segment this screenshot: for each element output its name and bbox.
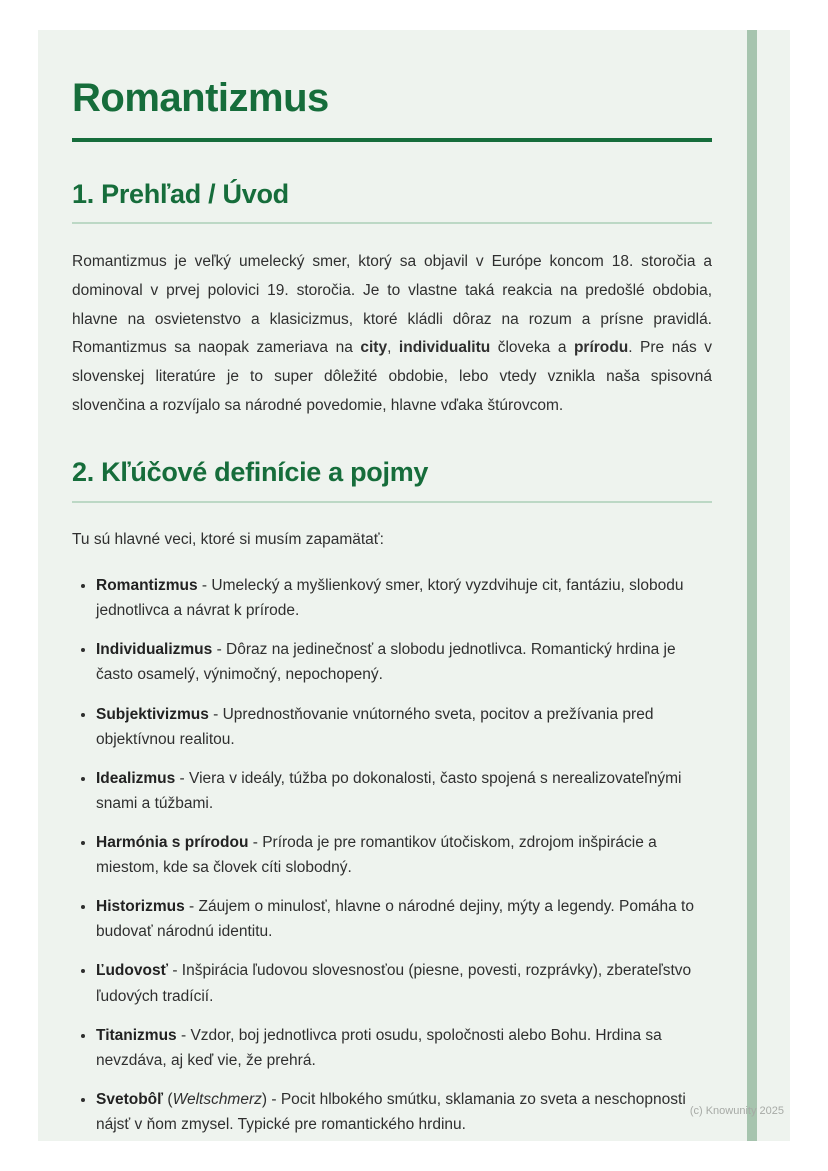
term-description: ) - Pocit hlbokého smútku, sklamania zo sveta a neschopnosti nájsť v ňom zmysel. Typické pre romantického hrdinu. [96, 1090, 686, 1134]
term-label: Historizmus [96, 898, 185, 916]
term-description: - Viera v ideály, túžba po dokonalosti, často spojená s nerealizovateľnými snami a túžbami. [96, 769, 682, 812]
list-item-historizmus [96, 894, 712, 944]
list-item-individualizmus [96, 637, 712, 687]
term-description: - Dôraz na jedinečnosť a slobodu jednotlivca. Romantický hrdina je často osamelý, výnimočný, nepochopený. [96, 641, 676, 684]
term-description: - Inšpirácia ľudovou slovesnosťou (piesne, povesti, rozprávky), zberateľstvo ľudových tradícií. [96, 962, 692, 1005]
intro-text: človeka a [490, 339, 574, 357]
term-label: Svetobôľ [96, 1090, 164, 1108]
list-item-ludovost [96, 958, 712, 1008]
term-label: Ľudovosť [96, 962, 169, 980]
intro-text: Romantizmus je veľký umelecký smer, ktorý sa objavil v Európe koncom 18. storočia a dominoval v prvej polovici 19. storočia. Je to vlastne taká reakcia na predošlé obdobia, hlavne na osvietenstvo a klasicizmus, ktoré kládli dôraz na rozum a prísne pravidlá. Romantizmus sa naopak zameriava na [72, 253, 712, 357]
term-description: - Záujem o minulosť, hlavne o národné dejiny, mýty a legendy. Pomáha to budovať národnú identitu. [96, 898, 694, 941]
section-1-divider [72, 222, 712, 224]
term-label: Harmónia s prírodou [96, 834, 249, 852]
intro-bold-priroda: prírodu [573, 339, 629, 357]
term-description: - Vzdor, boj jednotlivca proti osudu, spoločnosti alebo Bohu. Hrdina sa nevzdáva, aj keď vie, že prehrá. [96, 1026, 662, 1069]
term-description: - Príroda je pre romantikov útočiskom, zdrojom inšpirácie a miestom, kde sa človek cíti slobodný. [96, 834, 657, 877]
section-1-heading: 1. Prehľad / Úvod [72, 179, 289, 209]
title-divider [72, 138, 712, 142]
term-description: - Uprednostňovanie vnútorného sveta, pocitov a prežívania pred objektívnou realitou. [96, 705, 654, 748]
lead-paragraph: Tu sú hlavné veci, ktoré si musím zapamätať: [72, 530, 384, 548]
term-label: Subjektivizmus [96, 705, 209, 723]
list-item-svetobol [96, 1087, 712, 1137]
intro-text: , [387, 339, 399, 357]
intro-text: . Pre nás v slovenskej literatúre je to super dôležité obdobie, lebo vtedy vznikla naša spisovná slovenčina a rozvíjalo sa národné povedomie, hlavne vďaka štúrovcom. [72, 339, 712, 414]
list-item-titanizmus [96, 1023, 712, 1073]
term-description: ( [163, 1090, 173, 1108]
footer-credit: (c) Knowunity 2025 [689, 1105, 784, 1117]
list-item-harmonia-s-prirodou [96, 830, 712, 880]
list-item-romantizmus [96, 573, 712, 623]
section-2-heading: 2. Kľúčové definície a pojmy [72, 457, 429, 488]
term-foreign-word: Weltschmerz [172, 1090, 262, 1108]
term-label: Titanizmus [96, 1026, 177, 1044]
page-title: Romantizmus [72, 76, 329, 120]
section-2-divider [72, 501, 712, 503]
intro-paragraph [72, 248, 712, 420]
term-description: - Umelecký a myšlienkový smer, ktorý vyzdvihuje cit, fantáziu, slobodu jednotlivca a návrat k prírode. [96, 577, 684, 620]
term-label: Romantizmus [96, 577, 198, 595]
page-content [38, 30, 790, 1141]
list-item-idealizmus [96, 766, 712, 816]
list-item-subjektivizmus [96, 702, 712, 752]
intro-bold-city: city [360, 339, 388, 357]
definitions-list [72, 573, 712, 1137]
term-label: Individualizmus [96, 641, 213, 659]
page-card [38, 30, 790, 1141]
intro-bold-individualita: individualitu [398, 339, 491, 357]
term-label: Idealizmus [96, 769, 176, 787]
